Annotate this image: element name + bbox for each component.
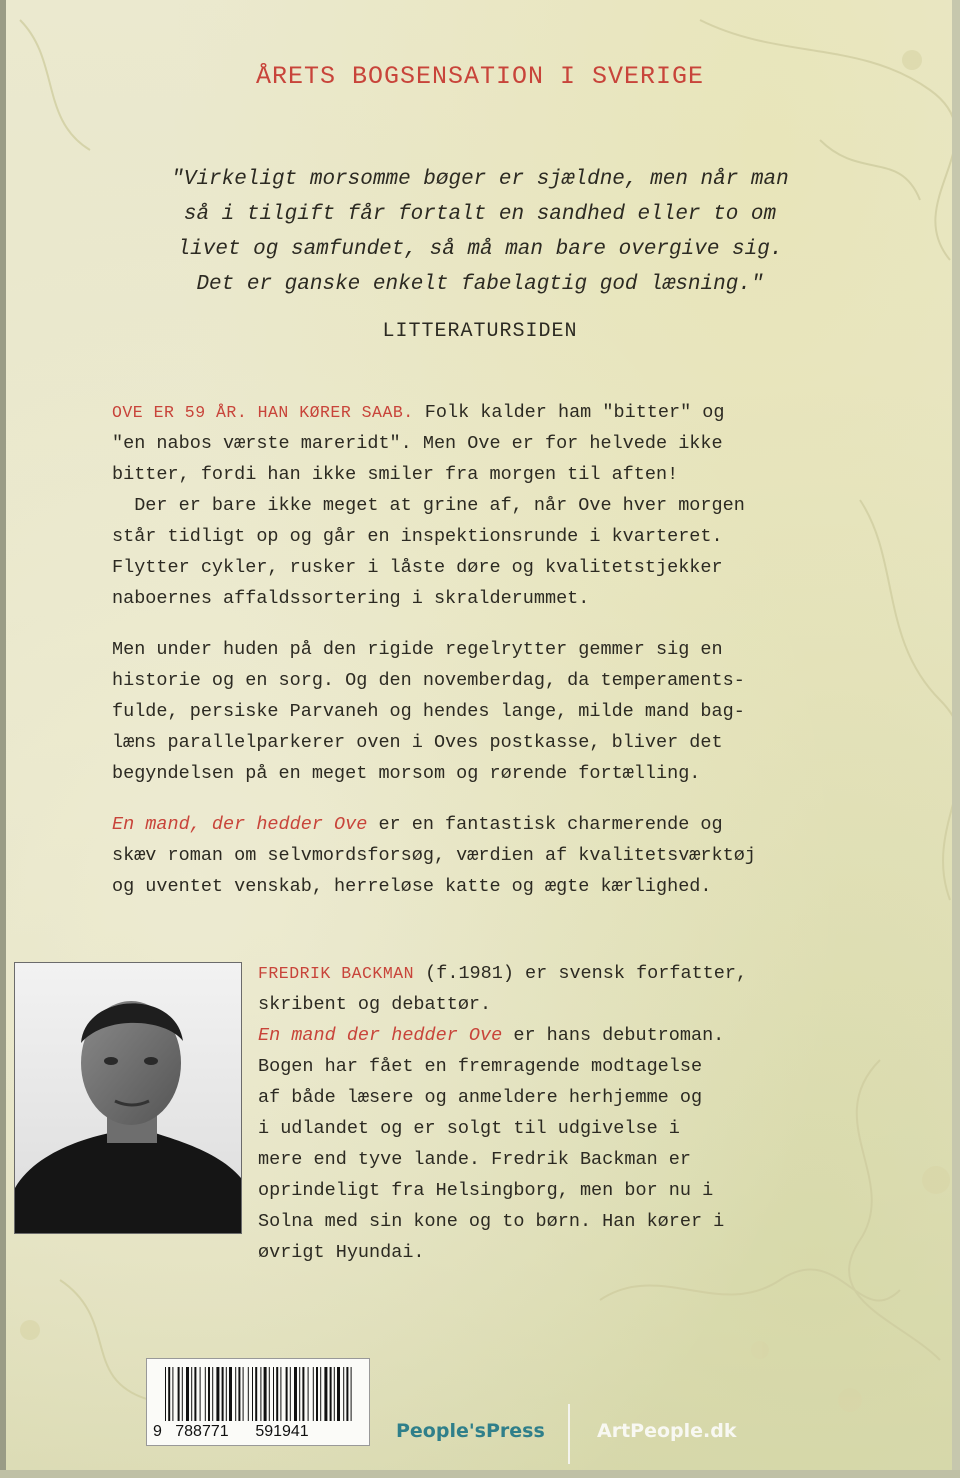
barcode-bar (216, 1367, 219, 1421)
quote-line: "Virkeligt morsomme bøger er sjældne, men når man (171, 168, 789, 191)
quote-source: LITTERATURSIDEN (382, 320, 578, 343)
paragraph-text: Folk kalder ham "bitter" og (413, 402, 725, 423)
author-line: Bogen har fået en fremragende modtagelse (258, 1056, 703, 1077)
barcode-bar (222, 1367, 224, 1421)
barcode-bar (168, 1367, 170, 1421)
author-line: Solna med sin kone og to børn. Han kører i (258, 1211, 725, 1232)
paragraph-text: er en fantastisk charmerende og (367, 814, 723, 835)
barcode-bar (330, 1367, 332, 1421)
barcode-bar (276, 1367, 278, 1421)
author-line: i udlandet og er solgt til udgivelse i (258, 1118, 680, 1139)
quote-line: Det er ganske enkelt fabelagtig god læsning." (196, 273, 764, 296)
quote-line: livet og samfundet, så må man bare overgive sig. (177, 238, 783, 261)
barcode-bar (252, 1367, 253, 1421)
barcode-bar (229, 1367, 232, 1421)
paragraph-line: Men under huden på den rigide regelrytter gemmer sig en (112, 639, 723, 660)
review-quote (100, 162, 860, 302)
description-paragraph-2 (112, 634, 745, 789)
quote-line: så i tilgift får fortalt en sandhed eller to om (183, 203, 777, 226)
barcode-bar (248, 1367, 249, 1421)
barcode-bar (299, 1367, 300, 1421)
page-edge (0, 1470, 960, 1478)
barcode-bar (334, 1367, 335, 1421)
barcode-bar (294, 1367, 297, 1421)
barcode-bar (302, 1367, 304, 1421)
barcode-bar (165, 1367, 166, 1421)
barcode-bar (260, 1367, 261, 1421)
paragraph-line: skæv roman om selvmordsforsøg, værdien af kvalitetsværktøj (112, 845, 756, 866)
author-line: skribent og debattør. (258, 994, 492, 1015)
barcode-bars (165, 1367, 355, 1421)
barcode-bar (186, 1367, 189, 1421)
barcode-bar (264, 1367, 267, 1421)
barcode-bar (238, 1367, 240, 1421)
lead-caps: OVE ER 59 ÅR. HAN KØRER SAAB. (112, 403, 414, 422)
barcode-bar (200, 1367, 201, 1421)
publisher-peoples-press-logo: People'sPress (396, 1420, 545, 1442)
headline: ÅRETS BOGSENSATION I SVERIGE (255, 62, 705, 91)
paragraph-line: Der er bare ikke meget at grine af, når Ove hver morgen (112, 495, 745, 516)
paragraph-line: fulde, persiske Parvaneh og hendes lange, milde mand bag- (112, 701, 745, 722)
paragraph-line: og uventet venskab, herreløse katte og ægte kærlighed. (112, 876, 712, 897)
author-line: øvrigt Hyundai. (258, 1242, 425, 1263)
paragraph-line: naboernes affaldssortering i skralderummet. (112, 588, 590, 609)
barcode-bar (182, 1367, 183, 1421)
barcode-bar (320, 1367, 321, 1421)
paragraph-line: står tidligt op og går en inspektionsrunde i kvarteret. (112, 526, 723, 547)
barcode-bar (226, 1367, 227, 1421)
barcode-bar (313, 1367, 314, 1421)
paragraph-line: historie og en sorg. Og den novemberdag, da temperaments- (112, 670, 745, 691)
paragraph-line: begyndelsen på en meget morsom og rørende fortælling. (112, 763, 701, 784)
barcode-bar (337, 1367, 340, 1421)
barcode-bar (172, 1367, 173, 1421)
barcode-bar (269, 1367, 270, 1421)
author-text: (f.1981) er svensk forfatter, (414, 963, 748, 984)
isbn-barcode (146, 1358, 370, 1446)
isbn-number: 9 788771 591941 (153, 1423, 309, 1440)
barcode-bar (280, 1367, 281, 1421)
barcode-bar (343, 1367, 344, 1421)
author-line: oprindeligt fra Helsingborg, men bor nu i (258, 1180, 714, 1201)
barcode-bar (346, 1367, 348, 1421)
paragraph-line: læns parallelparkerer oven i Oves postkasse, bliver det (112, 732, 723, 753)
author-name: FREDRIK BACKMAN (258, 964, 415, 983)
book-title: En mand der hedder Ove (258, 1025, 503, 1046)
description-paragraph-3 (112, 809, 756, 902)
barcode-bar (178, 1367, 180, 1421)
barcode-bar (208, 1367, 210, 1421)
page-edge (0, 0, 6, 1478)
barcode-bar (290, 1367, 291, 1421)
barcode-bar (212, 1367, 213, 1421)
page-edge (952, 0, 960, 1478)
barcode-bar (351, 1367, 352, 1421)
paragraph-line: "en nabos værste mareridt". Men Ove er for helvede ikke (112, 433, 723, 454)
author-text: er hans debutroman. (502, 1025, 725, 1046)
author-bio (258, 958, 747, 1268)
barcode-bar (316, 1367, 318, 1421)
author-line: af både læsere og anmeldere herhjemme og (258, 1087, 703, 1108)
book-title: En mand, der hedder Ove (112, 814, 368, 835)
publisher-artpeople-logo: ArtPeople.dk (597, 1420, 737, 1442)
barcode-bar (286, 1367, 288, 1421)
paragraph-line: bitter, fordi han ikke smiler fra morgen til aften! (112, 464, 679, 485)
barcode-bar (308, 1367, 309, 1421)
barcode-bar (324, 1367, 327, 1421)
barcode-bar (191, 1367, 192, 1421)
author-line: mere end tyve lande. Fredrik Backman er (258, 1149, 691, 1170)
barcode-bar (273, 1367, 274, 1421)
description-paragraph-1 (112, 397, 745, 614)
barcode-bar (243, 1367, 244, 1421)
publisher-divider (568, 1404, 570, 1464)
barcode-bar (255, 1367, 257, 1421)
barcode-bar (235, 1367, 236, 1421)
barcode-bar (205, 1367, 206, 1421)
paragraph-line: Flytter cykler, rusker i låste døre og kvalitetstjekker (112, 557, 723, 578)
barcode-bar (194, 1367, 196, 1421)
author-photo (14, 962, 242, 1234)
